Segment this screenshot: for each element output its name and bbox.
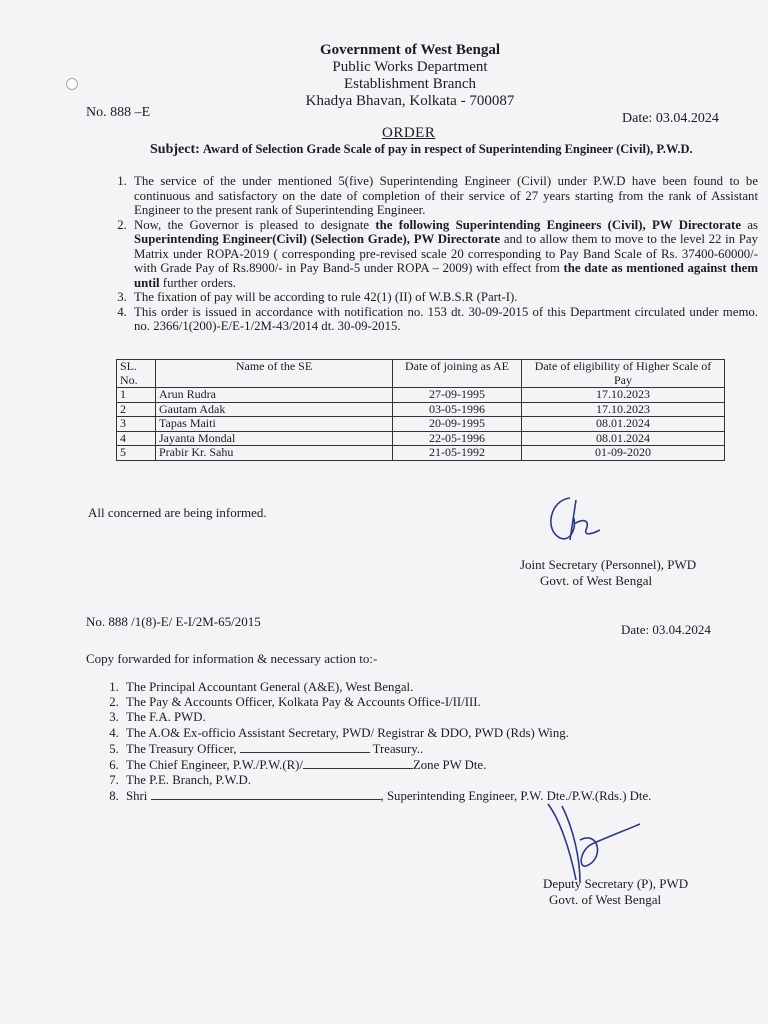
header-name: Name of the SE <box>156 360 393 388</box>
copy-item-5 <box>122 741 742 757</box>
table-row <box>117 446 725 461</box>
letterhead-branch: Establishment Branch <box>343 76 477 92</box>
blank-line <box>240 741 370 753</box>
cell-sl: 4 <box>117 431 156 446</box>
copy-item-4: 4. The A.O& Ex-officio Assistant Secretary, PWD/ Registrar & DDO, PWD (Rds) Wing. <box>122 726 742 741</box>
cell-doe: 01-09-2020 <box>522 446 725 461</box>
copy-item-3: 3. The F.A. PWD. <box>122 710 742 725</box>
cell-sl: 2 <box>117 402 156 417</box>
cell-doj: 03-05-1996 <box>393 402 522 417</box>
order-title: ORDER <box>382 125 436 141</box>
table-row <box>117 431 725 446</box>
table-row <box>117 417 725 432</box>
cell-name: Tapas Maiti <box>156 417 393 432</box>
p2-part-a: Now, the Governor is pleased to designate <box>134 217 376 232</box>
cell-doj: 27-09-1995 <box>393 388 522 403</box>
cell-doe: 08.01.2024 <box>522 431 725 446</box>
memo-date: Date: 03.04.2024 <box>621 622 711 637</box>
signatory-1 <box>520 557 696 589</box>
paragraph-4: 4. This order is issued in accordance with notification no. 153 dt. 30-09-2015 of this Department circulated under memo. no. 2366/1(200)-E/E-1/2M-43/2014 dt. 30-09-2015. <box>130 305 758 334</box>
header-doj: Date of joining as AE <box>393 360 522 388</box>
copy-forwarded: Copy forwarded for information & necessary action to:- <box>86 651 378 666</box>
order-date: Date: 03.04.2024 <box>622 111 719 126</box>
copy-6-suffix: Zone PW Dte. <box>412 758 487 773</box>
blank-line <box>151 788 381 800</box>
cell-name: Arun Rudra <box>156 388 393 403</box>
letterhead <box>0 42 768 110</box>
table-row <box>117 402 725 417</box>
cell-name: Gautam Adak <box>156 402 393 417</box>
subject-text: Award of Selection Grade Scale of pay in respect of Superintending Engineer (Civil), P.W.D. <box>202 142 693 156</box>
blank-line <box>303 757 413 769</box>
letterhead-government: Government of West Bengal <box>319 42 501 58</box>
subject-label: Subject: <box>150 142 200 157</box>
cell-doe: 17.10.2023 <box>522 388 725 403</box>
table-header-row <box>117 360 725 388</box>
signatory-1-designation: Joint Secretary (Personnel), PWD <box>520 557 697 572</box>
signature-joint-secretary <box>540 490 610 550</box>
copy-6-text: The Chief Engineer, P.W./P.W.(R)/ <box>126 758 303 773</box>
copy-5-text: The Treasury Officer, <box>126 741 237 756</box>
copy-8-suffix: , Superintending Engineer, P.W. Dte./P.W.(Rds.) Dte. <box>380 789 652 804</box>
order-number: No. 888 –E <box>86 105 151 120</box>
paragraph-1: 1. The service of the under mentioned 5(five) Superintending Engineer (Civil) under P.W.D have been found to be continuous and satisfactory on the date of completion of their service of 27 years starting from the rank of Assistant Engineer to the present rank of Superintending Engineer. <box>130 174 758 218</box>
copy-item-7: 7. The P.E. Branch, P.W.D. <box>122 773 742 788</box>
signatory-2-office: Govt. of West Bengal <box>549 892 662 907</box>
copy-item-6 <box>122 757 742 773</box>
order-paragraphs <box>106 174 758 334</box>
cell-doe: 08.01.2024 <box>522 417 725 432</box>
cell-sl: 5 <box>117 446 156 461</box>
p2-part-d: Superintending Engineer(Civil) (Selection Grade), PW Directorate <box>134 232 501 246</box>
p2-part-c: as <box>741 217 759 232</box>
memo-number: No. 888 /1(8)-E/ E-I/2M-65/2015 <box>86 614 261 629</box>
copy-8-text: Shri <box>126 789 148 804</box>
signatory-2-designation: Deputy Secretary (P), PWD <box>543 876 689 891</box>
cell-doj: 22-05-1996 <box>393 431 522 446</box>
copy-5-suffix: Treasury.. <box>372 741 424 756</box>
p2-part-e: and to allow them to move to the level 22 in Pay Matrix under ROPA-2019 ( corresponding pre-revised scale 20 corresponding to Pay Band Scale of Rs. 37400-60000/- with Grade Pay of Rs.8900/- in Pay Band-5 under ROPA – 2009) with effect from <box>134 232 758 275</box>
header-sl: SL. No. <box>117 360 156 388</box>
cell-doe: 17.10.2023 <box>522 402 725 417</box>
paragraph-3: 3. The fixation of pay will be according to rule 42(1) (II) of W.B.S.R (Part-I). <box>130 290 758 305</box>
letterhead-department: Public Works Department <box>332 59 488 75</box>
p2-part-f: the date as mentioned against them until <box>134 261 758 290</box>
cell-sl: 3 <box>117 417 156 432</box>
cell-name: Jayanta Mondal <box>156 431 393 446</box>
subject-line <box>150 142 740 158</box>
letterhead-address: Khadya Bhavan, Kolkata - 700087 <box>305 93 515 109</box>
cell-sl: 1 <box>117 388 156 403</box>
se-table <box>116 359 725 461</box>
copy-list <box>98 680 742 805</box>
copy-item-2: 2. The Pay & Accounts Officer, Kolkata Pay & Accounts Office-I/II/III. <box>122 695 742 710</box>
cell-doj: 20-09-1995 <box>393 417 522 432</box>
signatory-2 <box>543 876 688 908</box>
cell-name: Prabir Kr. Sahu <box>156 446 393 461</box>
informed-note: All concerned are being informed. <box>88 505 267 520</box>
copy-item-1: 1. The Principal Accountant General (A&E), West Bengal. <box>122 680 742 695</box>
signatory-1-office: Govt. of West Bengal <box>540 573 653 588</box>
p2-part-g: further orders. <box>159 275 237 290</box>
table-row <box>117 388 725 403</box>
paragraph-2 <box>130 218 758 291</box>
cell-doj: 21-05-1992 <box>393 446 522 461</box>
p2-part-b: the following Superintending Engineers (Civil), PW Directorate <box>375 217 742 232</box>
header-doe: Date of eligibility of Higher Scale of Pay <box>522 360 725 388</box>
